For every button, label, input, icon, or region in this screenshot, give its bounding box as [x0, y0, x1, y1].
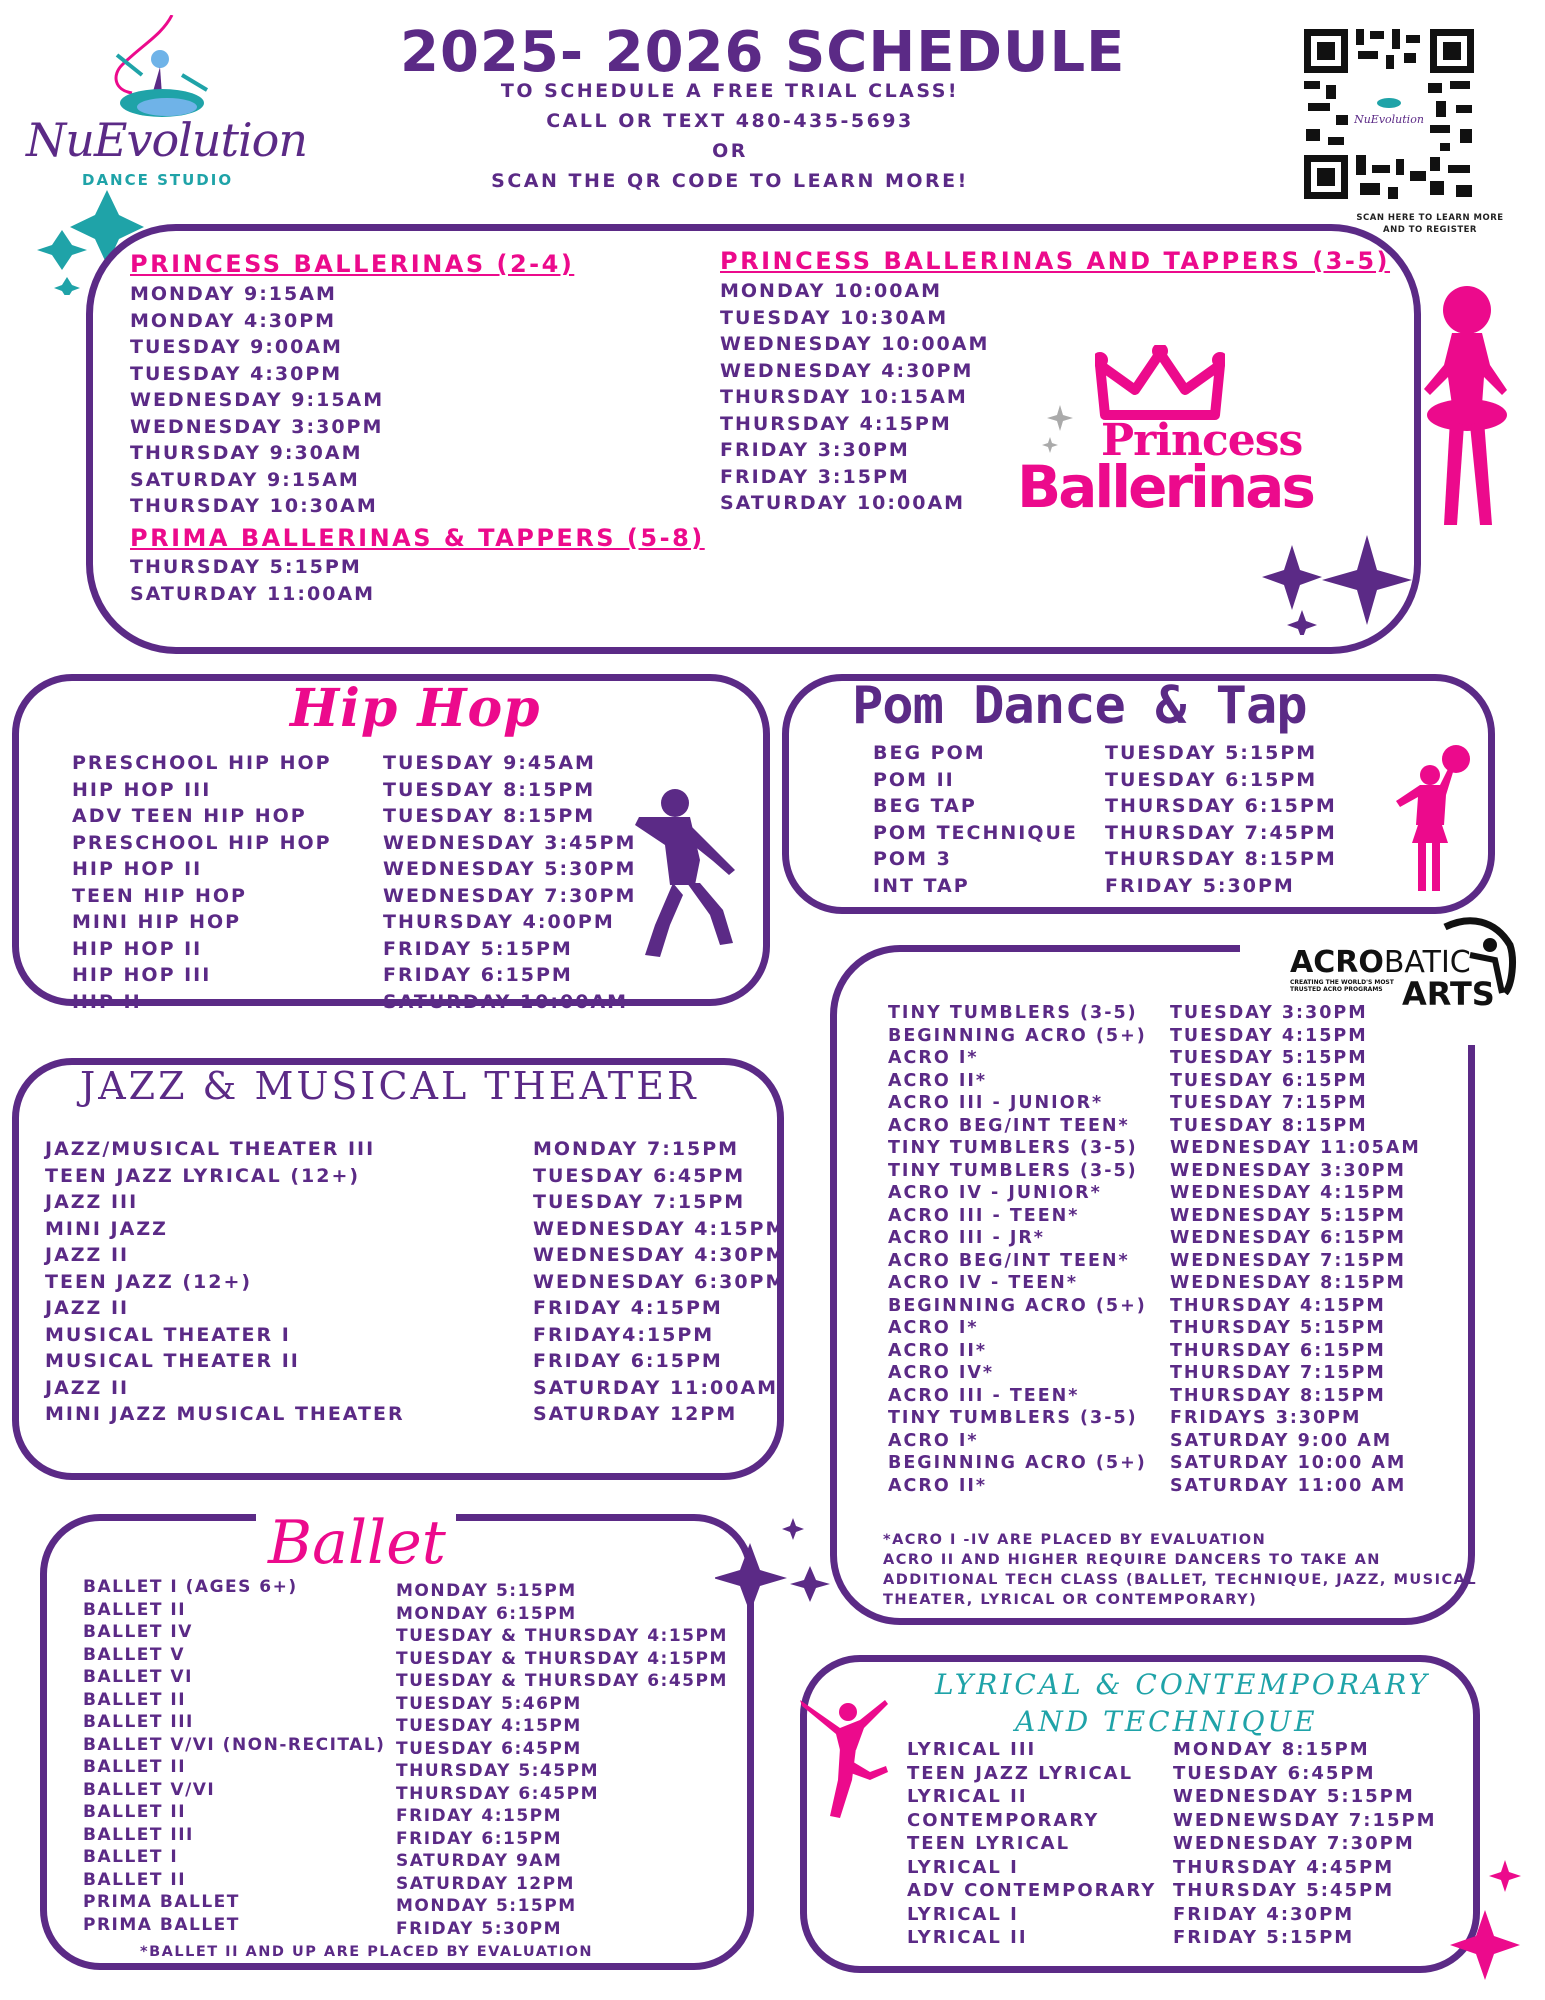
class-name: POM 3 [873, 848, 952, 870]
acro-times [1170, 1002, 1421, 1497]
svg-text:NuEvolution: NuEvolution [1354, 113, 1424, 126]
pom-title: Pom Dance & Tap [852, 676, 1307, 736]
acro-logo-arts: ARTS [1402, 975, 1495, 1013]
class-name: BALLET II [83, 1869, 187, 1890]
class-name: MINI JAZZ [45, 1217, 168, 1240]
class-name: LYRICAL II [907, 1786, 1028, 1807]
class-name: BALLET II [83, 1599, 187, 1620]
acro-note-line: *ACRO I -IV ARE PLACED BY EVALUATION [883, 1532, 1267, 1548]
prima-list [130, 554, 375, 607]
class-time: WEDNESDAY 11:05AM [1170, 1138, 1421, 1158]
class-time: TUESDAY & THURSDAY 4:15PM [396, 1648, 728, 1669]
trial-line: TO SCHEDULE A FREE TRIAL CLASS! [500, 80, 960, 102]
page-title: 2025- 2026 SCHEDULE [400, 20, 1126, 85]
class-time: THURSDAY 6:45PM [396, 1783, 599, 1804]
list-item: THURSDAY 5:15PM [130, 556, 362, 578]
jazz-classes [45, 1136, 405, 1428]
class-time: SATURDAY 9:00 AM [1170, 1430, 1393, 1451]
trial-info [480, 76, 980, 196]
hiphop-title: Hip Hop [290, 678, 541, 739]
class-name: TINY TUMBLERS (3-5) [888, 1408, 1138, 1428]
class-time: MONDAY 8:15PM [1173, 1739, 1370, 1760]
class-time: THURSDAY 5:15PM [1170, 1318, 1386, 1338]
jazz-times [533, 1136, 786, 1428]
class-time: SATURDAY 9AM [396, 1851, 563, 1871]
class-time: THURSDAY 5:45PM [1173, 1880, 1395, 1901]
class-time: TUESDAY & THURSDAY 4:15PM [396, 1626, 728, 1646]
class-time: TUESDAY 5:15PM [1170, 1048, 1368, 1068]
class-name: BALLET V/VI [83, 1779, 216, 1800]
class-name: BALLET II [83, 1757, 187, 1777]
list-item: SATURDAY 9:15AM [130, 468, 360, 491]
class-time: THURSDAY 6:15PM [1105, 795, 1337, 817]
class-name: TEEN HIP HOP [72, 884, 247, 907]
class-time: FRIDAY 5:15PM [1173, 1927, 1355, 1948]
class-time: FRIDAY4:15PM [533, 1323, 715, 1346]
class-time: WEDNESDAY 4:30PM [533, 1244, 787, 1266]
class-name: HIP HOP III [72, 778, 212, 801]
class-name: BALLET I (AGES 6+) [83, 1577, 298, 1597]
class-time: TUESDAY 8:15PM [383, 778, 596, 801]
prima-title: PRIMA BALLERINAS & TAPPERS (5-8) [130, 524, 705, 552]
list-item: WEDNESDAY 10:00AM [720, 333, 990, 355]
class-time: TUESDAY 8:15PM [383, 805, 596, 827]
class-name: ACRO IV - TEEN* [888, 1273, 1078, 1293]
class-name: BALLET V [83, 1644, 186, 1665]
list-item: THURSDAY 9:30AM [130, 442, 363, 464]
class-name: PRESCHOOL HIP HOP [72, 831, 332, 854]
class-name: MINI HIP HOP [72, 911, 242, 933]
class-name: PRESCHOOL HIP HOP [72, 752, 332, 774]
class-name: TINY TUMBLERS (3-5) [888, 1138, 1138, 1158]
class-time: TUESDAY 6:15PM [1170, 1070, 1368, 1091]
class-name: TINY TUMBLERS (3-5) [888, 1003, 1138, 1023]
class-time: WEDNESDAY 5:30PM [383, 858, 637, 880]
class-time: SATURDAY 10:00 AM [1170, 1453, 1407, 1473]
lyrical-title-line2: AND TECHNIQUE [1015, 1705, 1318, 1738]
list-item: THURSDAY 10:30AM [130, 495, 378, 517]
sparkle-icon [715, 1518, 835, 1628]
class-time: TUESDAY & THURSDAY 6:45PM [396, 1671, 728, 1691]
class-time: TUESDAY 4:15PM [396, 1716, 582, 1736]
list-item: MONDAY 10:00AM [720, 280, 943, 302]
class-name: ACRO III - JUNIOR* [888, 1093, 1104, 1113]
ballet-note: *BALLET II AND UP ARE PLACED BY EVALUATION [140, 1944, 594, 1960]
princess-24-list [130, 281, 384, 520]
class-time: SATURDAY 11:00 AM [1170, 1475, 1407, 1496]
class-time: THURSDAY 7:15PM [1170, 1363, 1386, 1383]
class-time: FRIDAY 4:15PM [396, 1806, 563, 1826]
class-name: JAZZ II [45, 1244, 130, 1266]
class-time: FRIDAY 6:15PM [396, 1828, 563, 1849]
class-name: ACRO IV - JUNIOR* [888, 1183, 1102, 1203]
class-name: TEEN JAZZ LYRICAL [907, 1762, 1134, 1784]
list-item: TUESDAY 4:30PM [130, 362, 343, 385]
list-item: FRIDAY 3:30PM [720, 439, 910, 461]
logo-wordmark: NuEvolution [26, 113, 307, 167]
class-time: THURSDAY 4:15PM [1170, 1295, 1386, 1316]
class-name: ADV CONTEMPORARY [907, 1880, 1157, 1901]
class-name: ACRO IV* [888, 1363, 995, 1383]
class-time: TUESDAY 5:46PM [396, 1693, 582, 1714]
class-name: TEEN JAZZ (12+) [45, 1270, 253, 1293]
ballerinas-logo-word: Ballerinas [1017, 453, 1313, 521]
pom-classes [873, 740, 1078, 899]
class-time: THURSDAY 7:45PM [1105, 821, 1337, 844]
hiphop-times [383, 750, 636, 1015]
princess-logo-word: Princess [1101, 415, 1303, 466]
phone-line: CALL OR TEXT 480-435-5693 [546, 110, 914, 132]
acrobat-icon [1440, 915, 1520, 995]
list-item: TUESDAY 9:00AM [130, 336, 343, 358]
class-time: FRIDAY 5:15PM [383, 937, 573, 960]
class-time: THURSDAY 8:15PM [1105, 848, 1337, 870]
class-time: SATURDAY 12PM [533, 1403, 738, 1425]
ballerina-silhouette-icon [1412, 285, 1522, 535]
class-time: TUESDAY 7:15PM [1170, 1093, 1368, 1113]
hiphop-dancer-icon [625, 785, 745, 960]
class-time: FRIDAY 6:15PM [383, 964, 573, 986]
acro-box-top-line [1060, 945, 1235, 952]
class-name: BEGINNING ACRO (5+) [888, 1453, 1147, 1473]
class-time: MONDAY 7:15PM [533, 1138, 740, 1160]
crown-icon [1095, 345, 1225, 425]
list-item: WEDNESDAY 9:15AM [130, 389, 385, 411]
class-time: WEDNESDAY 7:30PM [1173, 1833, 1415, 1854]
class-name: BEGINNING ACRO (5+) [888, 1295, 1147, 1316]
qr-code-icon [1300, 25, 1478, 203]
class-time: TUESDAY 6:45PM [396, 1738, 582, 1759]
qr-code[interactable] [1300, 25, 1478, 203]
class-name: BALLET I [83, 1847, 179, 1867]
class-time: MONDAY 5:15PM [396, 1896, 577, 1916]
class-time: THURSDAY 6:15PM [1170, 1340, 1386, 1361]
class-name: POM II [873, 768, 955, 791]
class-time: THURSDAY 8:15PM [1170, 1385, 1386, 1406]
or-line: OR [712, 140, 748, 162]
acro-logo-tagline: CREATING THE WORLD'S MOST TRUSTED ACRO PROGRAMS [1290, 979, 1394, 993]
class-time: FRIDAY 4:30PM [1173, 1903, 1355, 1925]
class-time: THURSDAY 4:00PM [383, 911, 615, 933]
acro-logo-bold: ACRO [1290, 945, 1384, 980]
class-name: ADV TEEN HIP HOP [72, 805, 307, 827]
class-time: WEDNESDAY 7:15PM [1170, 1250, 1406, 1271]
class-name: PRIMA BALLET [83, 1914, 240, 1935]
qr-caption: SCAN HERE TO LEARN MORE AND TO REGISTER [1356, 213, 1504, 235]
class-name: CONTEMPORARY [907, 1809, 1100, 1831]
class-name: ACRO I* [888, 1430, 979, 1451]
princess-24-title: PRINCESS BALLERINAS (2-4) [130, 250, 575, 278]
acro-note-line: ACRO II AND HIGHER REQUIRE DANCERS TO TAKE AN [883, 1552, 1381, 1568]
class-time: WEDNESDAY 3:45PM [383, 831, 637, 854]
class-time: TUESDAY 4:15PM [1170, 1025, 1368, 1046]
class-time: SATURDAY 11:00AM [533, 1376, 779, 1399]
ballet-times [396, 1580, 728, 1940]
class-name: JAZZ II [45, 1297, 130, 1319]
princess-35-title: PRINCESS BALLERINAS AND TAPPERS (3-5) [720, 247, 1391, 275]
class-name: JAZZ II [45, 1376, 130, 1399]
class-time: WEDNESDAY 8:15PM [1170, 1273, 1406, 1293]
class-time: SATURDAY 12PM [396, 1873, 575, 1894]
class-name: ACRO I* [888, 1318, 979, 1338]
list-item: TUESDAY 10:30AM [720, 306, 949, 329]
class-name: HIP HOP II [72, 858, 203, 880]
class-name: LYRICAL III [907, 1739, 1037, 1760]
class-name: BEGINNING ACRO (5+) [888, 1025, 1147, 1046]
class-time: TUESDAY 3:30PM [1170, 1003, 1368, 1023]
list-item: WEDNESDAY 4:30PM [720, 359, 974, 382]
sparkle-icon [1262, 535, 1412, 635]
cheerleader-icon [1390, 745, 1480, 895]
list-item: MONDAY 4:30PM [130, 309, 337, 332]
class-time: FRIDAYS 3:30PM [1170, 1408, 1362, 1428]
class-name: HIP HOP II [72, 937, 203, 960]
class-time: TUESDAY 9:45AM [383, 752, 596, 774]
class-time: MONDAY 6:15PM [396, 1603, 577, 1624]
hiphop-classes [72, 750, 332, 1015]
class-time: WEDNESDAY 4:15PM [533, 1217, 787, 1240]
lyrical-dancer-icon [800, 1700, 890, 1820]
small-stars-icon [1040, 405, 1100, 485]
class-name: JAZZ/MUSICAL THEATER III [45, 1138, 376, 1160]
ballet-title: Ballet [268, 1508, 446, 1578]
class-time: WEDNESDAY 3:30PM [1170, 1160, 1406, 1181]
class-time: WEDNEWSDAY 7:15PM [1173, 1809, 1437, 1831]
class-time: FRIDAY 4:15PM [533, 1297, 723, 1319]
class-time: TUESDAY 8:15PM [1170, 1115, 1368, 1136]
lyrical-title-line1: LYRICAL & CONTEMPORARY [935, 1668, 1430, 1701]
class-name: LYRICAL II [907, 1927, 1028, 1948]
class-name: BALLET VI [83, 1667, 193, 1687]
qr-instruction-line: SCAN THE QR CODE TO LEARN MORE! [491, 170, 969, 192]
acro-classes [888, 1002, 1147, 1497]
class-time: THURSDAY 5:45PM [396, 1761, 599, 1781]
list-item: SATURDAY 10:00AM [720, 492, 966, 514]
class-name: LYRICAL I [907, 1856, 1019, 1878]
acro-note-line: ADDITIONAL TECH CLASS (BALLET, TECHNIQUE, JAZZ, MUSICAL [883, 1572, 1478, 1588]
class-time: TUESDAY 6:15PM [1105, 768, 1318, 791]
class-time: FRIDAY 5:30PM [396, 1918, 563, 1939]
class-time: FRIDAY 5:30PM [1105, 874, 1295, 897]
class-time: WEDNESDAY 5:15PM [1173, 1786, 1415, 1807]
class-name: ACRO III - JR* [888, 1228, 1045, 1248]
lyrical-classes [907, 1738, 1156, 1950]
acro-notes [883, 1530, 1477, 1610]
class-name: ACRO I* [888, 1048, 979, 1068]
class-time: TUESDAY 6:45PM [533, 1164, 746, 1187]
class-name: HIP II [72, 990, 142, 1013]
class-name: MINI JAZZ MUSICAL THEATER [45, 1403, 405, 1425]
class-time: WEDNESDAY 7:30PM [383, 884, 637, 907]
class-time: WEDNESDAY 4:15PM [1170, 1183, 1406, 1203]
class-name: POM TECHNIQUE [873, 821, 1078, 844]
class-time: MONDAY 5:15PM [396, 1581, 577, 1601]
logo-subtitle: DANCE STUDIO [82, 171, 234, 189]
list-item: MONDAY 9:15AM [130, 283, 337, 305]
class-time: WEDNESDAY 5:15PM [1170, 1205, 1406, 1226]
acrobatic-arts-logo [1290, 915, 1520, 1015]
class-name: BALLET II [83, 1802, 187, 1822]
pom-times [1105, 740, 1337, 899]
class-name: INT TAP [873, 874, 970, 897]
jazz-title: JAZZ & MUSICAL THEATER [80, 1064, 699, 1108]
class-name: ACRO II* [888, 1340, 988, 1361]
class-name: ACRO III - TEEN* [888, 1385, 1080, 1406]
class-time: TUESDAY 6:45PM [1173, 1762, 1376, 1784]
class-name: TEEN JAZZ LYRICAL (12+) [45, 1164, 361, 1187]
list-item: FRIDAY 3:15PM [720, 465, 910, 488]
class-name: BALLET V/VI (NON-RECITAL) [83, 1734, 386, 1755]
class-time: THURSDAY 4:45PM [1173, 1856, 1395, 1878]
class-time: TUESDAY 5:15PM [1105, 742, 1318, 764]
class-name: BALLET II [83, 1689, 187, 1710]
class-name: JAZZ III [45, 1191, 139, 1213]
class-name: LYRICAL I [907, 1903, 1019, 1925]
class-name: ACRO III - TEEN* [888, 1205, 1080, 1226]
list-item: WEDNESDAY 3:30PM [130, 415, 384, 438]
class-name: TEEN LYRICAL [907, 1833, 1071, 1854]
class-name: ACRO II* [888, 1475, 988, 1496]
lyrical-times [1173, 1738, 1437, 1950]
class-name: BALLET IV [83, 1622, 193, 1642]
class-name: HIP HOP III [72, 964, 212, 986]
sparkle-icon [1450, 1860, 1540, 1990]
class-name: BEG POM [873, 742, 986, 764]
class-name: TINY TUMBLERS (3-5) [888, 1160, 1138, 1181]
class-time: TUESDAY 7:15PM [533, 1191, 746, 1213]
list-item: SATURDAY 11:00AM [130, 582, 376, 605]
class-name: MUSICAL THEATER II [45, 1350, 300, 1372]
class-name: BEG TAP [873, 795, 977, 817]
class-name: PRIMA BALLET [83, 1892, 240, 1912]
class-name: ACRO BEG/INT TEEN* [888, 1115, 1130, 1136]
class-time: WEDNESDAY 6:30PM [533, 1270, 787, 1293]
acro-note-line: THEATER, LYRICAL OR CONTEMPORARY) [883, 1592, 1258, 1608]
class-name: ACRO II* [888, 1070, 988, 1091]
class-name: BALLET III [83, 1824, 194, 1845]
class-time: SATURDAY 10:00AM [383, 990, 629, 1013]
class-name: ACRO BEG/INT TEEN* [888, 1250, 1130, 1271]
ballet-classes [83, 1576, 385, 1936]
class-name: MUSICAL THEATER I [45, 1323, 291, 1346]
list-item: THURSDAY 10:15AM [720, 386, 968, 408]
class-time: WEDNESDAY 6:15PM [1170, 1228, 1406, 1248]
class-time: FRIDAY 6:15PM [533, 1350, 723, 1372]
acro-logo-light: BATIC [1383, 945, 1471, 980]
list-item: THURSDAY 4:15PM [720, 412, 952, 435]
princess-35-list [720, 278, 989, 517]
acro-box-right-line [1468, 1045, 1475, 1545]
class-name: BALLET III [83, 1712, 194, 1732]
